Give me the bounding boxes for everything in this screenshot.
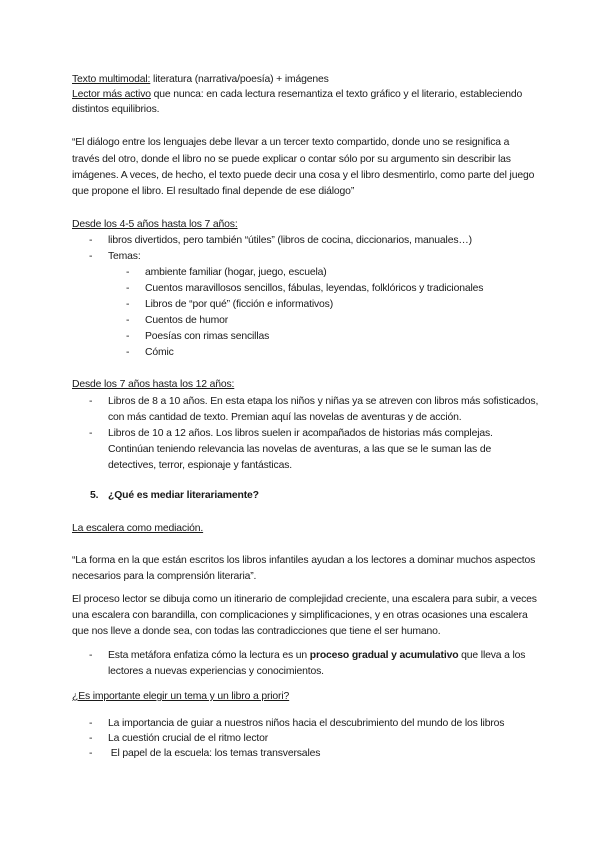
- list-item: Temas:: [108, 251, 141, 262]
- reader-label: Lector más activo: [72, 89, 151, 100]
- dash-bullet: -: [89, 396, 93, 407]
- metaphor-emphasis: proceso gradual y acumulativo: [309, 650, 459, 661]
- metaphor-text: Esta metáfora enfatiza cómo la lectura es un: [108, 650, 310, 661]
- section-number: 5.: [90, 490, 99, 501]
- list-item: Libros de 10 a 12 años. Los libros suelen ir acompañados de historias más complejas.: [108, 428, 493, 439]
- dash-bullet: -: [126, 331, 130, 342]
- quote-line: través del otro, donde el libro no se puede explicar o contar sólo por su argumento sin describir las: [72, 154, 511, 165]
- quote-line: que propone el libro. El resultado final depende de ese diálogo”: [72, 186, 355, 197]
- reader-line: [72, 87, 522, 102]
- escalera-paragraph: que nos lleve a donde sea, con todas las contradicciones que tiene el ser humano.: [72, 626, 441, 637]
- section-heading-7-12: Desde los 7 años hasta los 12 años:: [72, 379, 235, 390]
- escalera-heading: La escalera como mediación.: [72, 523, 204, 534]
- list-item-continued: con más cantidad de texto. Premian aquí las novelas de aventuras y de acción.: [108, 412, 462, 423]
- quote-line: “El diálogo entre los lenguajes debe llevar a un tercer texto compartido, donde uno se resignifica a: [72, 137, 510, 148]
- metaphor-text-end: que lleva a los: [458, 650, 526, 661]
- list-item: libros divertidos, pero también “útiles” (libros de cocina, diccionarios, manuales…): [108, 235, 472, 246]
- dash-bullet: -: [126, 315, 130, 326]
- dash-bullet: -: [89, 718, 93, 729]
- multimodal-text: literatura (narrativa/poesía) + imágenes: [150, 74, 329, 85]
- importance-heading: ¿Es importante elegir un tema y un libro a priori?: [72, 691, 290, 702]
- list-item: El papel de la escuela: los temas transversales: [108, 748, 321, 759]
- section-heading-4-7: Desde los 4-5 años hasta los 7 años:: [72, 219, 238, 230]
- sub-list-item: Poesías con rimas sencillas: [145, 331, 270, 342]
- quote-line: imágenes. A veces, de hecho, el texto puede decir una cosa y el libro desmentirlo, como parte del juego: [72, 170, 535, 181]
- sub-list-item: Cómic: [145, 347, 174, 358]
- list-item: La importancia de guiar a nuestros niños hacia el descubrimiento del mundo de los libros: [108, 718, 505, 729]
- sub-list-item: ambiente familiar (hogar, juego, escuela): [145, 267, 327, 278]
- sub-list-item: Libros de “por qué” (ficción e informativos): [145, 299, 334, 310]
- dash-bullet: -: [89, 650, 93, 661]
- dash-bullet: -: [126, 299, 130, 310]
- dash-bullet: -: [89, 748, 93, 759]
- escalera-quote: necesarios para la comprensión literaria”.: [72, 571, 257, 582]
- dash-bullet: -: [126, 267, 130, 278]
- metaphor-item: [108, 648, 525, 663]
- list-item-continued: detectives, terror, espionaje y fantásticas.: [108, 460, 292, 471]
- sub-list-item: Cuentos de humor: [145, 315, 229, 326]
- escalera-paragraph: El proceso lector se dibuja como un itinerario de complejidad creciente, una escalera para subir, a veces: [72, 594, 537, 605]
- dash-bullet: -: [126, 283, 130, 294]
- escalera-paragraph: una escalera con barandilla, con complicaciones y simplificaciones, y en otras ocasiones una escalera: [72, 610, 528, 621]
- metaphor-item-continued: lectores a nuevas experiencias y conocimientos.: [108, 666, 324, 677]
- multimodal-line: [72, 72, 329, 87]
- escalera-quote: “La forma en la que están escritos los libros infantiles ayudan a los lectores a dominar muchos aspectos: [72, 555, 536, 566]
- dash-bullet: -: [89, 235, 93, 246]
- multimodal-label: Texto multimodal:: [72, 74, 151, 85]
- dash-bullet: -: [126, 347, 130, 358]
- sub-list-item: Cuentos maravillosos sencillos, fábulas, leyendas, folklóricos y tradicionales: [145, 283, 484, 294]
- list-item: Libros de 8 a 10 años. En esta etapa los niños y niñas ya se atreven con libros más sofisticados,: [108, 396, 539, 407]
- list-item: La cuestión crucial de el ritmo lector: [108, 733, 269, 744]
- list-item-continued: Continúan teniendo relevancia las novelas de aventuras, a las que se le suman las de: [108, 444, 492, 455]
- reader-line-2: distintos equilibrios.: [72, 104, 160, 115]
- dash-bullet: -: [89, 428, 93, 439]
- reader-text: que nunca: en cada lectura resemantiza el texto gráfico y el literario, estableciendo: [150, 89, 523, 100]
- dash-bullet: -: [89, 251, 93, 262]
- section-title: ¿Qué es mediar literariamente?: [108, 490, 259, 501]
- dash-bullet: -: [89, 733, 93, 744]
